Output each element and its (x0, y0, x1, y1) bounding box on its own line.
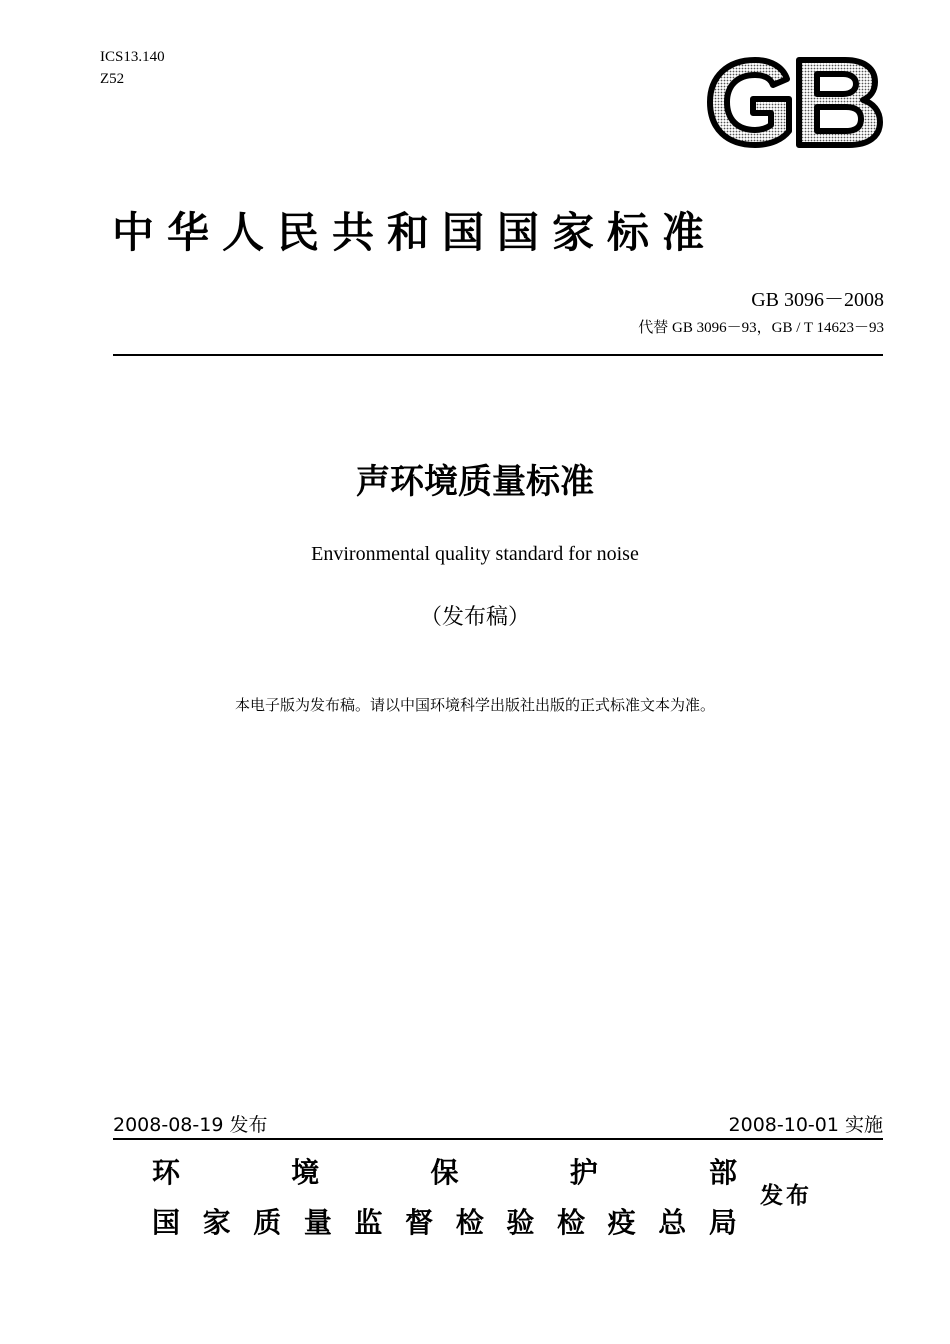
issuer-char: 量 (303, 1206, 332, 1239)
class-code: Z52 (100, 71, 125, 87)
standard-number: GB 3096－2008 (751, 289, 884, 311)
edition-note: 本电子版为发布稿。请以中国环境科学出版社出版的正式标准文本为准。 (234, 698, 715, 714)
issuer-char: 保 (430, 1156, 459, 1189)
draft-label: （发布稿） (419, 604, 530, 629)
document-title-english: Environmental quality standard for noise (311, 543, 639, 565)
issuer-char: 质 (253, 1206, 282, 1239)
ics-code: ICS13.140 (100, 49, 165, 65)
issuer-char: 验 (506, 1206, 535, 1239)
issuer-char: 部 (708, 1156, 737, 1189)
issuer-char: 总 (658, 1206, 687, 1239)
issuer-char: 检 (557, 1206, 586, 1239)
issuer-char: 家 (202, 1206, 231, 1239)
national-standard-title: 中华人民共和国国家标准 (112, 208, 718, 257)
top-divider (113, 354, 883, 356)
issue-date: 2008-08-19 发布 (113, 1114, 268, 1136)
issuer-ministry (152, 1153, 737, 1193)
issuer-char: 环 (152, 1156, 181, 1189)
issuer-char: 国 (152, 1206, 181, 1239)
issuer-char: 监 (354, 1206, 383, 1239)
issuer-aqsiq (152, 1203, 737, 1243)
issuer-char: 境 (291, 1156, 320, 1189)
issuer-char: 疫 (607, 1206, 636, 1239)
bottom-divider (113, 1138, 883, 1140)
issuer-char: 督 (405, 1206, 434, 1239)
replaces-note: 代替 GB 3096－93，GB / T 14623－93 (638, 320, 884, 336)
issuer-char: 检 (455, 1206, 484, 1239)
document-title: 声环境质量标准 (356, 462, 594, 502)
classification-codes (100, 46, 165, 90)
gb-logo-icon (705, 55, 885, 150)
effective-date: 2008-10-01 实施 (728, 1114, 883, 1136)
issuer-suffix: 发布 (760, 1183, 812, 1209)
issuer-char: 局 (708, 1206, 737, 1239)
issuer-char: 护 (569, 1156, 598, 1189)
